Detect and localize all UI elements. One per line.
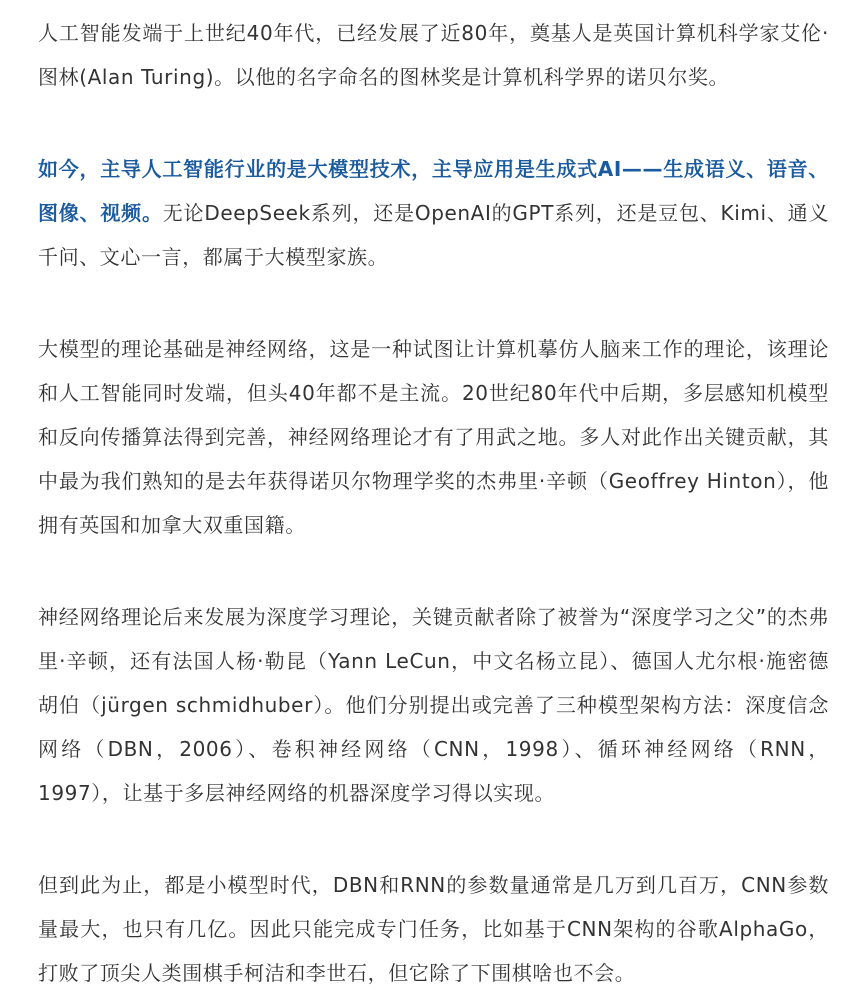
paragraph-text: 人工智能发端于上世纪40年代，已经发展了近80年，奠基人是英国计算机科学家艾伦·图林(Alan Turing)。以他的名字命名的图林奖是计算机科学界的诺贝尔奖。 [38, 21, 829, 89]
highlighted-statement: 如今，主导人工智能行业的是大模型技术，主导应用是生成式AI——生成语义、语音、图像、视频。 [38, 157, 829, 225]
paragraph-neural-networks [38, 327, 829, 547]
paragraph-text: 无论DeepSeek系列，还是OpenAI的GPT系列，还是豆包、Kimi、通义千问、文心一言，都属于大模型家族。 [38, 201, 829, 269]
paragraph-text: 大模型的理论基础是神经网络，这是一种试图让计算机摹仿人脑来工作的理论，该理论和人工智能同时发端，但头40年都不是主流。20世纪80年代中后期，多层感知机模型和反向传播算法得到完善，神经网络理论才有了用武之地。多人对此作出关键贡献，其中最为我们熟知的是去年获得诺贝尔物理学奖的杰弗里·辛顿（Geoffrey Hinton），他拥有英国和加拿大双重国籍。 [38, 337, 829, 537]
paragraph-text: 神经网络理论后来发展为深度学习理论，关键贡献者除了被誉为“深度学习之父”的杰弗里·辛顿，还有法国人杨·勒昆（Yann LeCun，中文名杨立昆）、德国人尤尔根·施密德胡伯（jürgen schmidhuber）。他们分别提出或完善了三种模型架构方法：深度信念网络（DBN，2006）、卷积神经网络（CNN，1998）、循环神经网络（RNN，1997），让基于多层神经网络的机器深度学习得以实现。 [38, 605, 829, 805]
paragraph-turing [38, 11, 829, 99]
paragraph-small-models [38, 863, 829, 995]
paragraph-large-models [38, 147, 829, 279]
paragraph-text: 但到此为止，都是小模型时代，DBN和RNN的参数量通常是几万到几百万，CNN参数量最大，也只有几亿。因此只能完成专门任务，比如基于CNN架构的谷歌AlphaGo，打败了顶尖人类围棋手柯洁和李世石，但它除了下围棋啥也不会。 [38, 873, 829, 985]
paragraph-deep-learning [38, 595, 829, 815]
